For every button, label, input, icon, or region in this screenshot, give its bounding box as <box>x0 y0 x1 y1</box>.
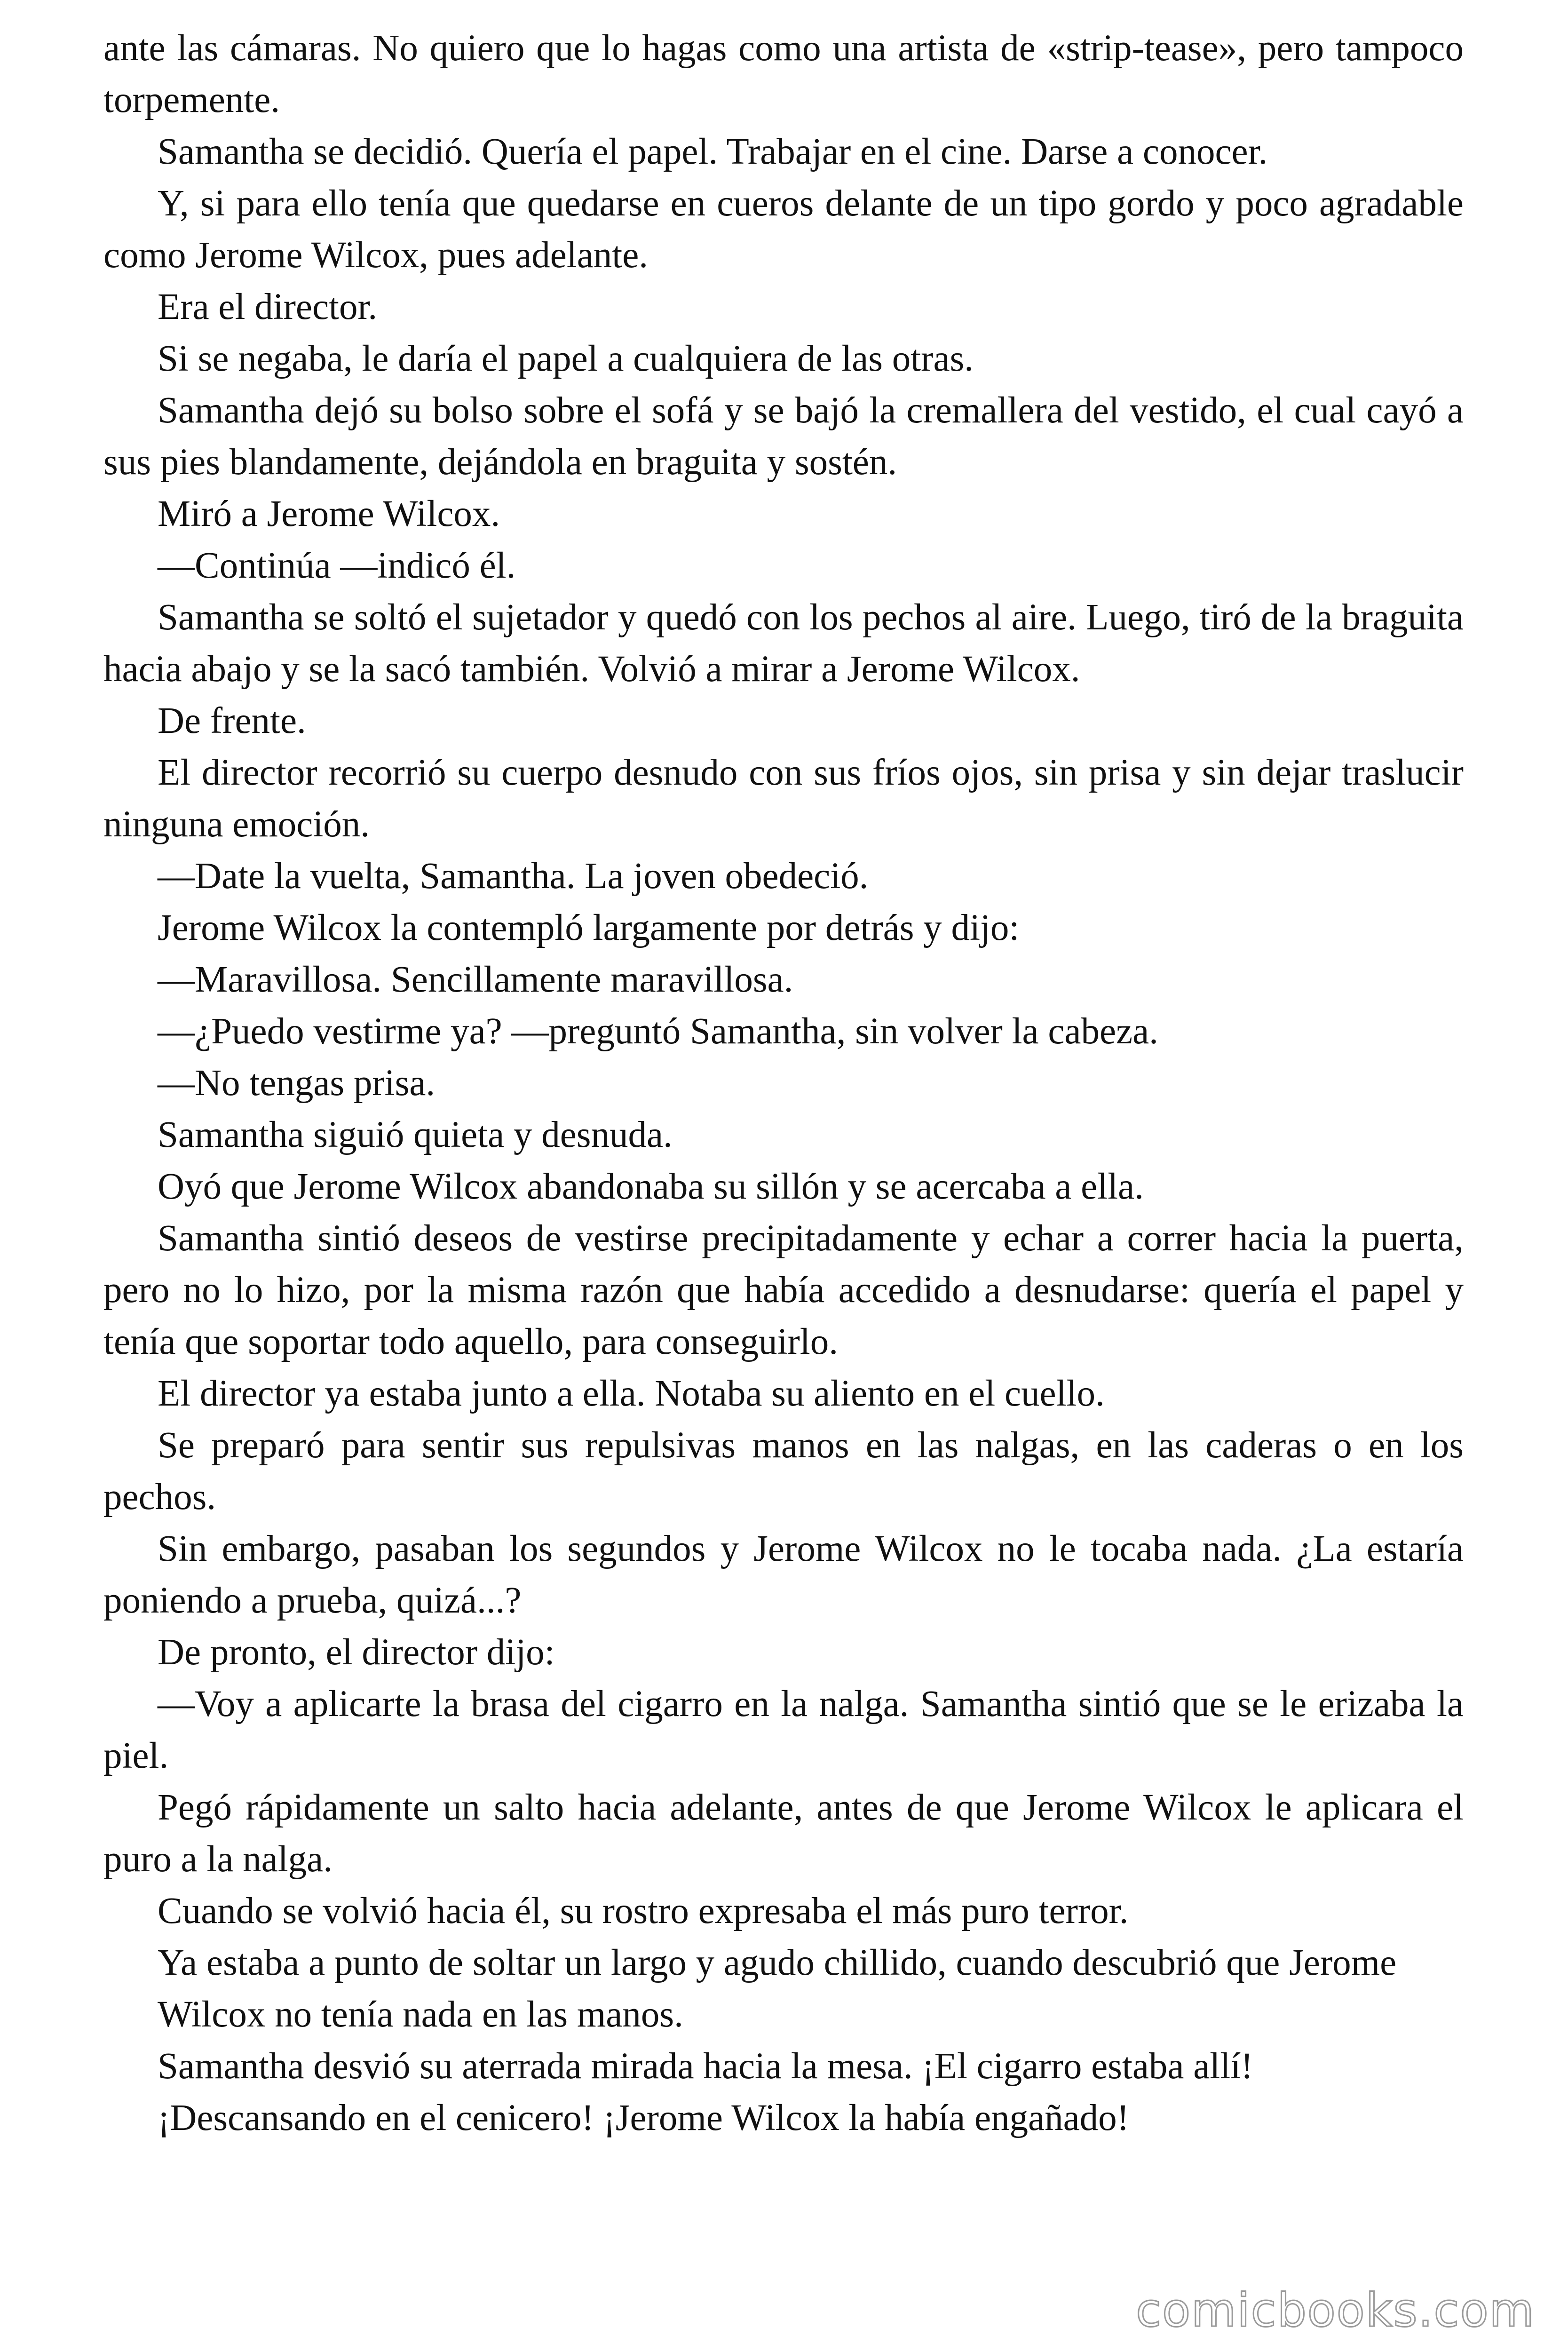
paragraph-6: Samantha dejó su bolso sobre el sofá y se bajó la cremallera del vestido, el cual cayó a sus pies blandamente, dejándola en braguita y sostén. <box>103 390 1464 483</box>
paragraph-10: De frente. <box>158 700 306 741</box>
paragraph-25: Pegó rápidamente un salto hacia adelante, antes de que Jerome Wilcox le aplicara el puro a la nalga. <box>103 1787 1464 1880</box>
paragraph-11: El director recorrió su cuerpo desnudo con sus fríos ojos, sin prisa y sin dejar traslucir ninguna emoción. <box>103 752 1464 845</box>
paragraph-7: Miró a Jerome Wilcox. <box>158 493 500 534</box>
paragraph-30: ¡Descansando en el cenicero! ¡Jerome Wilcox la había engañado! <box>158 2098 1129 2138</box>
paragraph-8: —Continúa —indicó él. <box>158 545 516 586</box>
paragraph-1: ante las cámaras. No quiero que lo hagas como una artista de «strip-tease», pero tampoco torpemente. <box>103 28 1464 120</box>
paragraph-26: Cuando se volvió hacia él, su rostro expresaba el más puro terror. <box>158 1891 1129 1931</box>
paragraph-3: Y, si para ello tenía que quedarse en cueros delante de un tipo gordo y poco agradable como Jerome Wilcox, pues adelante. <box>103 183 1464 276</box>
paragraph-27: Ya estaba a punto de soltar un largo y agudo chillido, cuando descubrió que Jerome <box>158 1942 1397 1983</box>
watermark-logo: comicbooks.com <box>1136 2284 1535 2337</box>
paragraph-21: Se preparó para sentir sus repulsivas manos en las nalgas, en las caderas o en los pechos. <box>103 1425 1464 1518</box>
paragraph-17: Samantha siguió quieta y desnuda. <box>158 1114 673 1155</box>
paragraph-19: Samantha sintió deseos de vestirse precipitadamente y echar a correr hacia la puerta, pero no lo hizo, por la misma razón que había accedido a desnudarse: quería el papel y tenía que soportar todo aquello, para conseguirlo. <box>103 1218 1464 1362</box>
paragraph-9: Samantha se soltó el sujetador y quedó con los pechos al aire. Luego, tiró de la braguita hacia abajo y se la sacó también. Volvió a mirar a Jerome Wilcox. <box>103 597 1464 690</box>
paragraph-5: Si se negaba, le daría el papel a cualquiera de las otras. <box>158 338 974 379</box>
paragraph-12: —Date la vuelta, Samantha. La joven obedeció. <box>158 856 869 897</box>
paragraph-15: —¿Puedo vestirme ya? —preguntó Samantha, sin volver la cabeza. <box>158 1011 1158 1052</box>
body-text <box>103 23 1464 2144</box>
paragraph-18: Oyó que Jerome Wilcox abandonaba su sillón y se acercaba a ella. <box>158 1166 1144 1207</box>
paragraph-4: Era el director. <box>158 286 378 327</box>
paragraph-16: —No tengas prisa. <box>158 1063 436 1104</box>
paragraph-28: Wilcox no tenía nada en las manos. <box>158 1994 683 2035</box>
paragraph-20: El director ya estaba junto a ella. Notaba su aliento en el cuello. <box>158 1373 1105 1414</box>
paragraph-22: Sin embargo, pasaban los segundos y Jerome Wilcox no le tocaba nada. ¿La estaría poniendo a prueba, quizá...? <box>103 1528 1464 1621</box>
paragraph-23: De pronto, el director dijo: <box>158 1632 555 1673</box>
paragraph-14: —Maravillosa. Sencillamente maravillosa. <box>158 959 793 1000</box>
paragraph-29: Samantha desvió su aterrada mirada hacia la mesa. ¡El cigarro estaba allí! <box>158 2046 1253 2087</box>
paragraph-13: Jerome Wilcox la contempló largamente por detrás y dijo: <box>158 907 1020 948</box>
paragraph-24: —Voy a aplicarte la brasa del cigarro en la nalga. Samantha sintió que se le erizaba la piel. <box>103 1684 1464 1776</box>
paragraph-2: Samantha se decidió. Quería el papel. Trabajar en el cine. Darse a conocer. <box>158 131 1268 172</box>
